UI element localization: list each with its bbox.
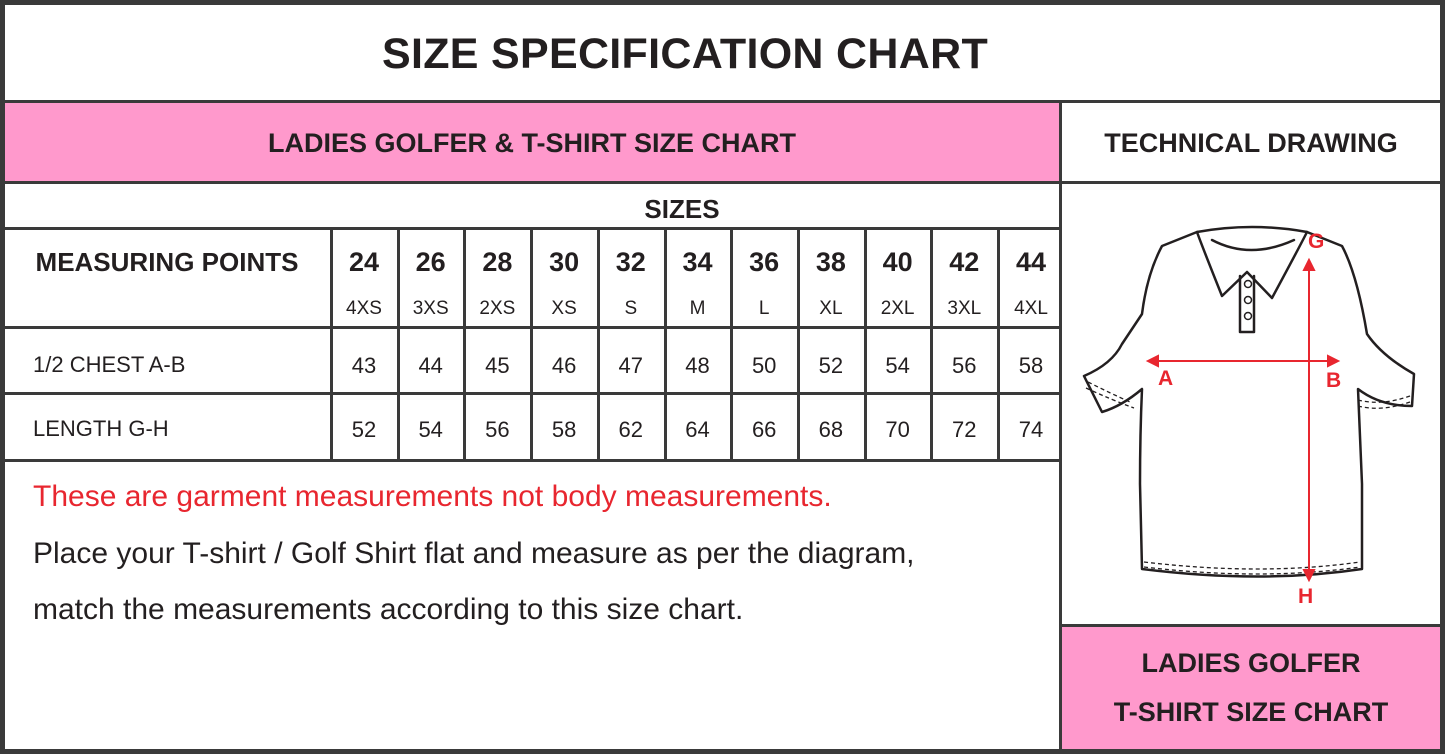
size-label: XL [819,298,843,319]
table-cell: 58 [1018,353,1044,378]
size-label: XS [551,298,577,319]
table-cell: 58 [551,417,577,442]
table-cell: 70 [885,417,910,442]
size-number: 36 [749,247,780,277]
size-label: 2XL [880,298,915,319]
size-label: 4XL [1014,298,1048,319]
table-cell: 47 [618,353,644,378]
size-label: 2XS [479,298,516,319]
drawing-header: TECHNICAL DRAWING [1104,128,1398,158]
table-cell: 74 [1018,417,1044,442]
size-number: 24 [348,247,380,277]
shirt-technical-drawing [1062,184,1440,624]
label-g: G [1308,230,1325,253]
table-cell: 43 [351,353,377,378]
row-label-length: LENGTH G-H [33,416,169,441]
table-cell: 52 [818,353,844,378]
sizes-header: SIZES [644,194,720,224]
table-cell: 54 [885,353,910,378]
size-number: 26 [415,247,446,277]
size-number: 32 [615,247,646,277]
table-header: LADIES GOLFER & T-SHIRT SIZE CHART [267,128,796,158]
warning-note: These are garment measurements not body measurements. [33,480,832,513]
measuring-points-header: MEASURING POINTS [35,247,299,277]
size-label: 4XS [346,298,382,319]
size-number: 40 [882,247,913,277]
footer-line-1: LADIES GOLFER [1141,648,1361,678]
table-cell: 56 [485,417,510,442]
table-cell: 44 [418,353,443,378]
table-cell: 54 [418,417,443,442]
size-number: 38 [815,247,846,277]
table-cell: 52 [351,417,377,442]
size-label: L [758,298,770,319]
table-cell: 56 [952,353,977,378]
label-a: A [1158,367,1174,390]
table-cell: 68 [818,417,844,442]
footer-band [1062,627,1440,749]
instruction-line-2: match the measurements according to this size chart. [33,593,744,626]
size-label: 3XS [412,298,449,319]
table-cell: 45 [485,353,510,378]
table-cell: 50 [751,353,777,378]
page-title: SIZE SPECIFICATION CHART [381,30,989,78]
size-label: S [624,298,638,319]
size-number: 42 [949,247,980,277]
table-cell: 72 [952,417,977,442]
label-b: B [1326,369,1342,392]
footer-line-2: T-SHIRT SIZE CHART [1113,697,1389,727]
table-cell: 46 [551,353,577,378]
label-h: H [1298,585,1314,608]
instruction-line-1: Place your T-shirt / Golf Shirt flat and measure as per the diagram, [33,537,915,570]
size-number: 30 [549,247,580,277]
size-label: 3XL [947,298,982,319]
divider [5,326,1059,329]
size-number: 28 [482,247,513,277]
size-number: 34 [682,247,713,277]
table-cell: 48 [685,353,710,378]
size-number: 44 [1015,247,1047,277]
divider [5,392,1059,395]
table-cell: 66 [751,417,777,442]
size-label: M [689,298,706,319]
table-cell: 64 [685,417,710,442]
table-cell: 62 [618,417,644,442]
row-label-chest: 1/2 CHEST A-B [33,352,186,377]
divider [5,459,1059,462]
